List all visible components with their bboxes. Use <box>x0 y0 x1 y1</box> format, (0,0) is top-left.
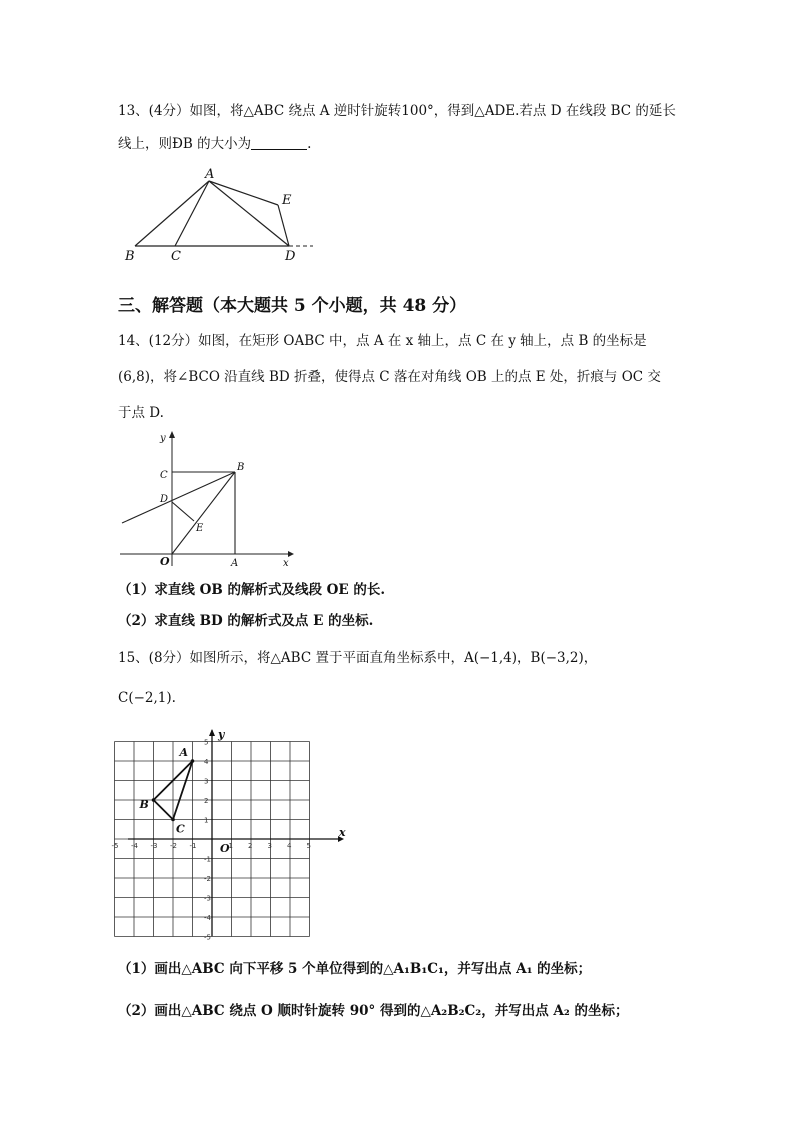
label-b: B <box>139 798 149 811</box>
q13-line1: 13、(4分）如图，将△ABC 绕点 A 逆时针旋转100°，得到△ADE.若点 D 在线段 BC 的延长 <box>118 103 676 119</box>
x-tick-label: 4 <box>287 842 292 850</box>
q13-line2-text: 线上，则ÐB 的大小为 <box>118 136 252 152</box>
x-tick-label: 2 <box>248 842 253 850</box>
label-x: x <box>283 558 289 569</box>
y-tick-label: -3 <box>204 894 211 903</box>
label-a: A <box>205 167 215 182</box>
y-tick-label: -1 <box>204 855 211 864</box>
label-c: C <box>176 822 185 836</box>
q14-figure <box>118 428 298 570</box>
x-tick-label: -5 <box>111 842 119 850</box>
x-tick-label: 5 <box>306 842 311 850</box>
label-y: y <box>160 433 166 444</box>
y-tick-label: -2 <box>204 875 211 883</box>
y-tick-label: 5 <box>204 738 209 747</box>
point-b <box>152 798 156 802</box>
x-tick-label: -4 <box>131 842 138 850</box>
q14-sub2: （2）求直线 BD 的解析式及点 E 的坐标. <box>118 613 374 629</box>
q13-line2-end: . <box>307 136 312 152</box>
y-arrow <box>209 729 215 736</box>
y-tick-label: 1 <box>204 816 209 825</box>
diagonal-ob <box>172 472 235 554</box>
y-tick-label: 2 <box>204 797 209 805</box>
q14-line2: (6,8)，将∠BCO 沿直线 BD 折叠，使得点 C 落在对角线 OB 上的点 E 处，折痕与 OC 交 <box>118 369 661 385</box>
segment-ae <box>209 181 278 205</box>
label-b: B <box>125 249 135 264</box>
segment-ed <box>278 205 289 246</box>
q13-figure <box>115 165 325 265</box>
tick-labels <box>112 739 311 942</box>
y-tick-label: 3 <box>204 777 209 786</box>
label-a: A <box>179 746 189 759</box>
label-b: B <box>237 462 245 473</box>
x-tick-label: 3 <box>267 842 272 850</box>
y-tick-label: -5 <box>204 933 211 942</box>
section-title: 三、解答题（本大题共 5 个小题，共 48 分） <box>118 296 467 316</box>
segment-de <box>172 502 194 521</box>
segment-ac <box>175 181 209 246</box>
label-c: C <box>171 249 181 264</box>
segment-ad <box>209 181 289 246</box>
line-bd <box>122 472 235 523</box>
answer-blank <box>251 136 307 150</box>
y-tick-label: -4 <box>204 914 211 922</box>
q14-sub1: （1）求直线 OB 的解析式及线段 OE 的长. <box>118 582 386 598</box>
label-a: A <box>231 558 239 569</box>
q14-line3: 于点 D. <box>118 405 164 421</box>
q15-line2: C(−2,1). <box>118 690 176 706</box>
q15-sub1: （1）画出△ABC 向下平移 5 个单位得到的△A₁B₁C₁，并写出点 A₁ 的坐标； <box>118 961 592 977</box>
label-o: O <box>160 555 170 568</box>
point-a <box>191 759 195 763</box>
label-e: E <box>282 193 292 208</box>
q15-sub2: （2）画出△ABC 绕点 O 顺时针旋转 90° 得到的△A₂B₂C₂，并写出点 A₂ 的坐标； <box>118 1003 629 1019</box>
point-c <box>171 818 175 822</box>
q15-grid-figure <box>111 728 358 942</box>
x-tick-label: -3 <box>150 842 158 850</box>
y-tick-label: 4 <box>204 758 209 766</box>
x-arrow <box>288 551 294 557</box>
q15-line1: 15、(8分）如图所示，将△ABC 置于平面直角坐标系中，A(−1,4)，B(−3,2)， <box>118 650 598 666</box>
x-tick-label: -2 <box>170 842 177 850</box>
segment-ab <box>135 181 209 246</box>
label-origin: O <box>220 842 230 855</box>
q13-line2 <box>118 134 311 154</box>
label-c: C <box>160 470 168 481</box>
label-d: D <box>285 249 296 264</box>
x-tick-label: 1 <box>228 842 233 850</box>
q14-line1: 14、(12分）如图，在矩形 OABC 中，点 A 在 x 轴上，点 C 在 y 轴上，点 B 的坐标是 <box>118 333 647 349</box>
x-tick-label: -1 <box>189 842 197 850</box>
label-y: y <box>218 728 225 741</box>
label-x: x <box>339 826 346 839</box>
label-d: D <box>160 494 169 505</box>
label-e: E <box>196 523 204 534</box>
y-arrow <box>169 431 175 438</box>
